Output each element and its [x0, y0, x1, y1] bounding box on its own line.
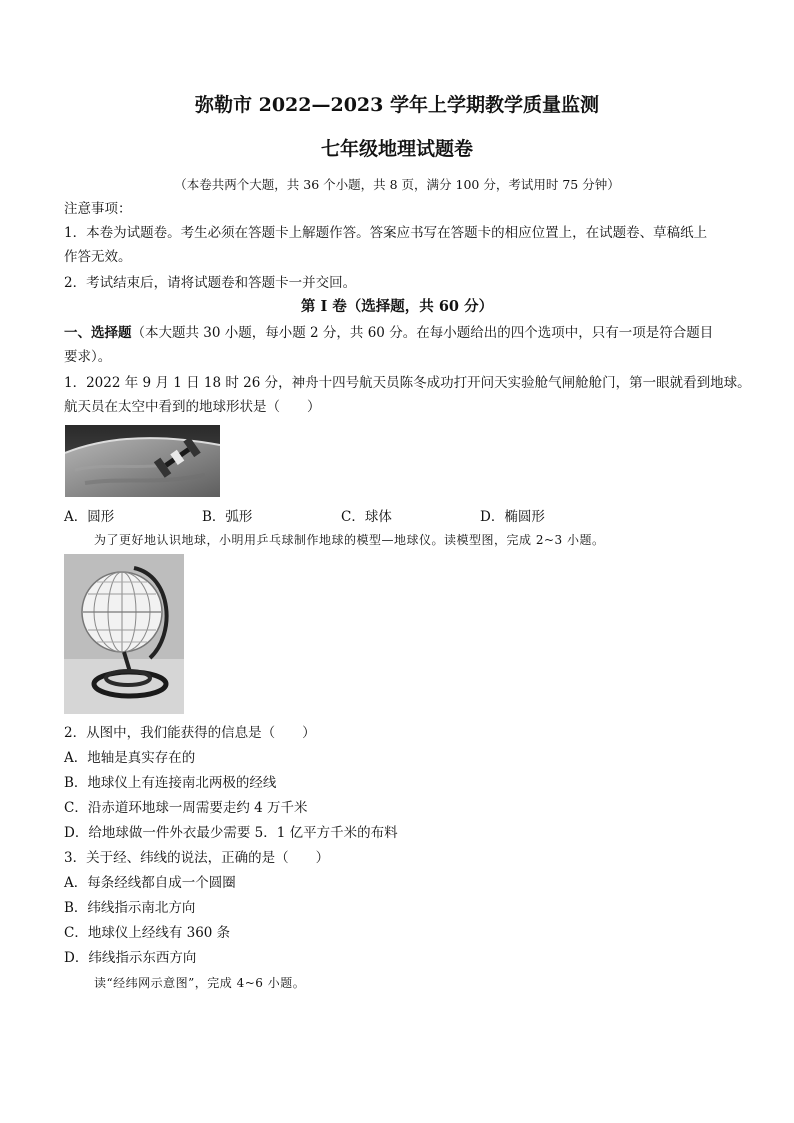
q3-option-a[interactable]: A．每条经线都自成一个圆圈 — [64, 875, 236, 891]
q1-option-c[interactable]: C．球体 — [341, 509, 392, 525]
notice-item-1: 1．本卷为试题卷。考生必须在答题卡上解题作答。答案应书写在答题卡的相应位置上，在试题卷、草稿纸上 — [64, 225, 708, 241]
q2-option-c[interactable]: C．沿赤道环地球一周需要走约 4 万千米 — [64, 800, 308, 816]
q1-option-b[interactable]: B．弧形 — [202, 509, 253, 525]
q3-option-c[interactable]: C．地球仪上经线有 360 条 — [64, 925, 231, 941]
q1-stem-cont: 航天员在太空中看到的地球形状是（ ） — [64, 399, 321, 415]
part-heading: 第 I 卷（选择题，共 60 分） — [300, 298, 494, 315]
q1-option-d[interactable]: D．椭圆形 — [480, 509, 545, 525]
q1-option-a[interactable]: A．圆形 — [64, 509, 115, 525]
globe-model-photo — [64, 554, 184, 714]
section-desc-cont: 要求）。 — [64, 349, 112, 365]
section-instruction — [64, 324, 713, 342]
q2-stem: 2．从图中，我们能获得的信息是（ ） — [64, 725, 316, 741]
space-station-photo — [65, 425, 220, 497]
q2-option-a[interactable]: A．地轴是真实存在的 — [64, 750, 196, 766]
intro-q4-6: 读“经纬网示意图”，完成 4~6 小题。 — [94, 976, 306, 990]
exam-info: （本卷共两个大题，共 36 个小题，共 8 页，满分 100 分，考试用时 75 分钟） — [174, 177, 620, 192]
notice-item-2: 2．考试结束后，请将试题卷和答题卡一并交回。 — [64, 275, 357, 291]
q3-option-b[interactable]: B．纬线指示南北方向 — [64, 900, 196, 916]
intro-q2-3: 为了更好地认识地球，小明用乒乓球制作地球的模型—地球仪。读模型图，完成 2~3 小题。 — [94, 533, 605, 547]
q2-option-b[interactable]: B．地球仪上有连接南北两极的经线 — [64, 775, 277, 791]
section-label: 一、选择题 — [64, 325, 132, 341]
exam-subject-title: 七年级地理试题卷 — [320, 138, 473, 160]
notice-item-1-cont: 作答无效。 — [64, 249, 132, 265]
q1-stem: 1．2022 年 9 月 1 日 18 时 26 分，神舟十四号航天员陈冬成功打开问天实验舱气闸舱舱门，第一眼就看到地球。 — [64, 375, 751, 391]
q3-option-d[interactable]: D．纬线指示东西方向 — [64, 950, 197, 966]
notice-heading: 注意事项： — [64, 201, 132, 217]
q3-stem: 3．关于经、纬线的说法，正确的是（ ） — [64, 850, 330, 866]
q2-option-d[interactable]: D．给地球做一件外衣最少需要 5．1 亿平方千米的布料 — [64, 825, 398, 841]
exam-title: 弥勒市 2022—2023 学年上学期教学质量监测 — [195, 94, 599, 116]
section-desc: （本大题共 30 小题，每小题 2 分，共 60 分。在每小题给出的四个选项中，只有一项是符合题目 — [131, 325, 714, 341]
